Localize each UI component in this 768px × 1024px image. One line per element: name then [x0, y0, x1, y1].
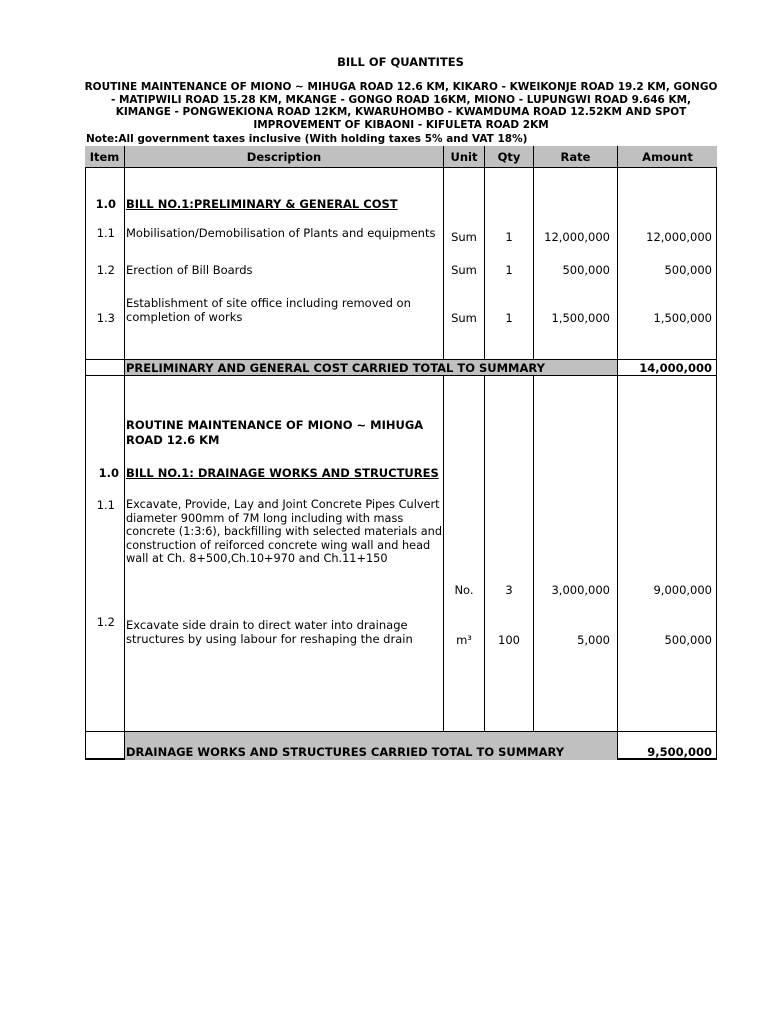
table-row-rate: 12,000,000 — [544, 230, 610, 244]
table-row-qty: 1 — [505, 230, 513, 244]
section1-total-bottom-line — [85, 375, 717, 376]
col-divider-unit — [484, 375, 485, 732]
table-row-amount: 9,000,000 — [653, 583, 712, 597]
table-row-item: 1.1 — [96, 226, 115, 240]
table-row-item: 1.2 — [96, 615, 115, 629]
section1-bill-number: 1.0 — [95, 197, 116, 211]
table-row-qty: 1 — [505, 311, 513, 325]
table-row-item: 1.2 — [96, 263, 115, 277]
table-row-description: Erection of Bill Boards — [126, 263, 253, 277]
table-row-rate: 5,000 — [577, 633, 610, 647]
col-divider-qty — [533, 146, 534, 360]
table-row-unit: Sum — [451, 230, 477, 244]
table-row-description: Excavate, Provide, Lay and Joint Concrete Pipes Culvert diameter 900mm of 7M long including with mass concrete (1:3:6), backfilling with selected materials and construction of reiforced concrete wing wall and head wall at Ch. 8+500,Ch.10+970 and Ch.11+150 — [126, 498, 442, 565]
table-row-amount: 500,000 — [664, 633, 712, 647]
table-row-qty: 1 — [505, 263, 513, 277]
table-row-description: Establishment of site office including removed on completion of works — [126, 296, 411, 324]
table-row-qty: 100 — [498, 633, 520, 647]
table-row-rate: 1,500,000 — [551, 311, 610, 325]
table-row-description: Excavate side drain to direct water into drainage structures by using labour for reshaping the drain — [126, 618, 413, 646]
section1-total-amount: 14,000,000 — [639, 361, 712, 375]
header-rate: Rate — [560, 150, 591, 164]
table-row-rate: 3,000,000 — [551, 583, 610, 597]
table-row-description: Mobilisation/Demobilisation of Plants and equipments — [126, 226, 436, 240]
col-divider-unit — [484, 146, 485, 360]
header-item: Item — [89, 150, 120, 164]
table-row-unit: Sum — [451, 263, 477, 277]
table-row-item: 1.1 — [96, 498, 115, 512]
section1-total-label: PRELIMINARY AND GENERAL COST CARRIED TOTAL TO SUMMARY — [126, 361, 545, 375]
table-row-unit: m³ — [456, 633, 472, 647]
document-subtitle: ROUTINE MAINTENANCE OF MIONO ~ MIHUGA ROAD 12.6 KM, KIKARO - KWEIKONJE ROAD 19.2 KM, GONGO - MATIPWILI ROAD 15.28 KM, MKANGE - GONGO ROAD 16KM, MIONO - LUPUNGWI ROAD 9.646 KM, KIMANGE - PONGWEKIONA ROAD 12KM, KWARUHOMBO - KWAMDUMA ROAD 12.52KM AND SPOT IMPROVEMENT OF KIBAONI - KIFULETA ROAD 2KM — [84, 81, 718, 131]
section2-total-amount: 9,500,000 — [647, 745, 712, 759]
document-title: BILL OF QUANTITES — [337, 55, 464, 69]
section1-total-top-line — [85, 359, 717, 360]
section2-total-top-line — [85, 731, 717, 732]
table-row-item: 1.3 — [96, 311, 115, 325]
table-row-rate: 500,000 — [562, 263, 610, 277]
section2-bill-title: BILL NO.1: DRAINAGE WORKS AND STRUCTURES — [126, 466, 439, 480]
road-heading: ROUTINE MAINTENANCE OF MIONO ~ MIHUGA ROAD 12.6 KM — [126, 418, 424, 447]
table-row-amount: 1,500,000 — [653, 311, 712, 325]
header-description: Description — [246, 150, 322, 164]
tax-note: Note:All government taxes inclusive (With holding taxes 5% and VAT 18%) — [86, 133, 528, 145]
table-row-amount: 12,000,000 — [646, 230, 712, 244]
section2-total-label: DRAINAGE WORKS AND STRUCTURES CARRIED TOTAL TO SUMMARY — [126, 745, 565, 759]
col-divider-qty — [533, 375, 534, 732]
header-amount: Amount — [642, 150, 693, 164]
table-row-qty: 3 — [505, 583, 513, 597]
col-divider-description — [443, 375, 444, 732]
table-row-unit: Sum — [451, 311, 477, 325]
section1-bill-title: BILL NO.1:PRELIMINARY & GENERAL COST — [126, 197, 398, 211]
col-divider-item — [124, 146, 125, 760]
header-unit: Unit — [450, 150, 478, 164]
table-row-amount: 500,000 — [664, 263, 712, 277]
col-divider-description — [443, 146, 444, 360]
section2-bill-number: 1.0 — [98, 466, 119, 480]
header-qty: Qty — [497, 150, 521, 164]
table-row-unit: No. — [454, 583, 474, 597]
